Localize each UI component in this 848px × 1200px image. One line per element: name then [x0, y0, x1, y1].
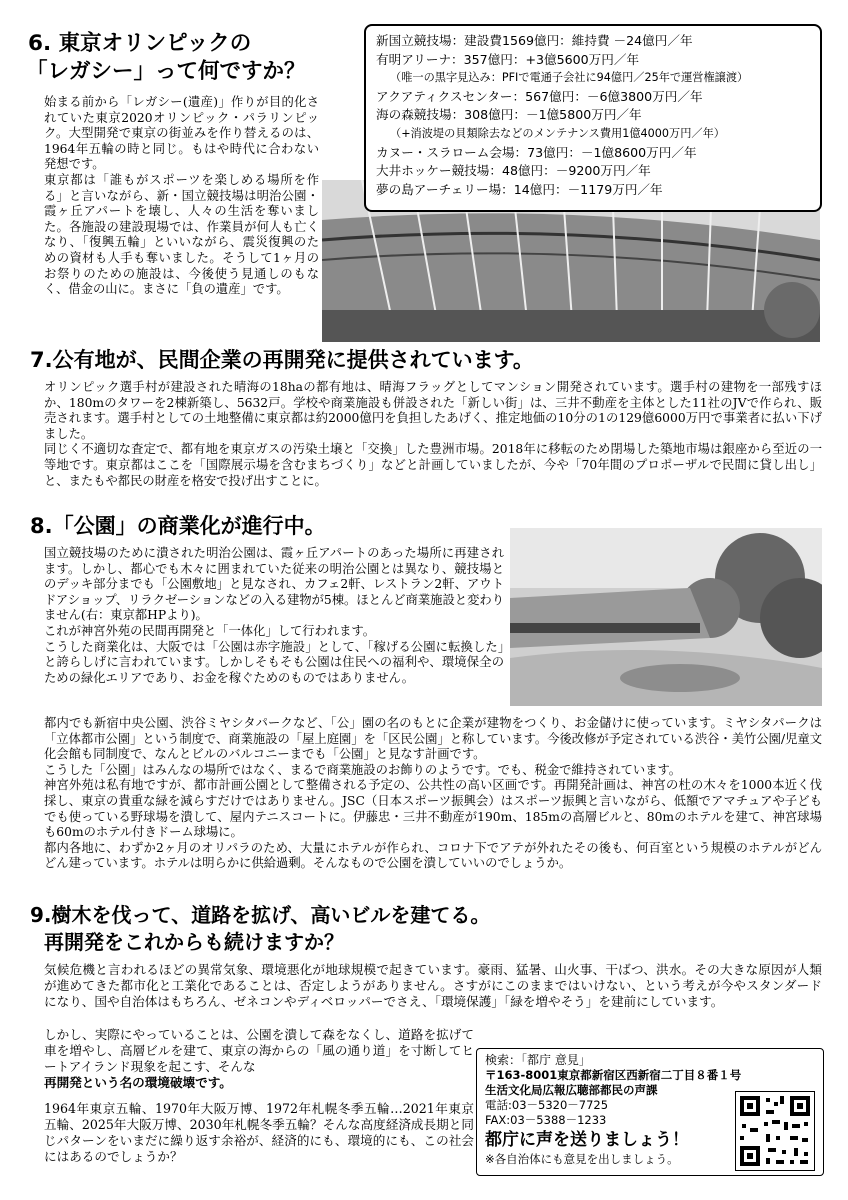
- s9-paragraph: 気候危機と言われるほどの異常気象、環境悪化が地球規模で起きています。豪雨、猛暑、山火事、干ばつ、洪水。その大きな原因が人類が進めてきた都市化と工業化であることは、否定しようがありません。さすがにこのままではいけない、という考えが今やスタンダードになり、国や自治体はもちろん、ゼネコンやディベロッパーでさえ、「環境保護」「緑を増やそう」を建前にしています。: [44, 962, 822, 1009]
- s8-paragraph: 国立競技場のために潰された明治公園は、霞ヶ丘アパートのあった場所に再建されます。しかし、都心でも木々に囲まれていた従来の明治公園とは異なり、競技場とのデッキ部分までも「公園敷地」と見なされ、カフェ2軒、レストラン2軒、アウトドアショップ、リラクゼーションなどの入る建物が5棟。ほとんど商業施設と変わりません(右：東京都HPより)。: [44, 546, 504, 623]
- cost-note: （唯一の黒字見込み：PFIで電通子会社に94億円／25年で運営権譲渡）: [390, 71, 749, 85]
- s9-body: [44, 962, 822, 1010]
- s9-paragraph-bold: 再開発という名の環境破壊です。: [44, 1075, 232, 1090]
- s7-body: [44, 380, 822, 489]
- venue-cost-list: [364, 24, 822, 212]
- meiji-park-rendering: [510, 528, 822, 706]
- cost-line: 大井ホッケー競技場：48億円：－9200万円／年: [376, 163, 651, 179]
- s8-paragraph: こうした商業化は、大阪では「公園は赤字施設」として、「稼げる公園に転換した」と誇らしげに言われています。しかしそもそも公園は住民への福利や、環境保全のための緑化エリアであり、お金を稼ぐためのものではありません。: [44, 639, 504, 685]
- s6-body: [44, 95, 319, 298]
- cost-line: 夢の島アーチェリー場：14億円：－1179万円／年: [376, 181, 663, 197]
- contact-address: 〒163-8001東京都新宿区西新宿二丁目８番１号: [485, 1068, 742, 1082]
- s8-paragraph: これが神宮外苑の民間再開発と「一体化」して行われます。: [44, 623, 376, 638]
- s6-paragraph: 東京都は「誰もがスポーツを楽しめる場所を作る」と言いながら、新・国立競技場は明治公園・霞ヶ丘アパートを壊し、人々の生活を奪いました。各施設の建設現場では、作業員が何人も亡くなり、「復興五輪」といいながら、震災復興のための資材も人手も奪いました。そうして1ヶ月のお祭りのための施設は、今後使う見通しのもなく、借金の山に。まさに「負の遺産」です。: [44, 172, 319, 297]
- s7-paragraph: オリンピック選手村が建設された晴海の18haの都有地は、晴海フラッグとしてマンション開発されています。選手村の建物を一部残すほか、180mのタワーを2棟新築し、5632戸。学校や商業施設も併設された「新しい街」は、三井不動産を主体とした11社のJVで作られ、販売されます。選手村としての土地整備に東京都は約2000億円を負担したあげく、推定地価の10分の1の129億6000万円で事業者に払い下げました。: [44, 380, 822, 441]
- s8-paragraph: こうした「公園」はみんなの場所ではなく、まるで商業施設のお飾りのようです。でも、税金で維持されています。: [44, 762, 682, 777]
- s8-title: 8.「公園」の商業化が進行中。: [30, 514, 326, 538]
- s6-title-line2: 「レガシー」って何ですか？: [26, 59, 306, 84]
- cost-line: アクアティクスセンター：567億円：－6億3800万円／年: [376, 88, 703, 104]
- contact-dept: 生活文化局広報広聴部都民の声課: [485, 1083, 658, 1097]
- s8-paragraph: 神宮外苑は私有地ですが、都市計画公園として整備される予定の、公共性の高い区画です。再開発計画は、神宮の杜の木々を1000本近く伐採し、東京の貴重な緑を減らすだけではありません。JSC（日本スポーツ振興会）はスポーツ振興と言いながら、低額でアマチュアや子どもでも使っている野球場を潰して、屋内テニスコートに。伊藤忠・三井不動産が190m、185mの高層ビルと、80mのホテルを建て、神宮球場も60mのホテル付きドーム球場に。: [44, 778, 822, 840]
- contact-tel: 電話:03－5320－7725: [485, 1098, 609, 1112]
- s9-paragraph: しかし、実際にやっていることは、公園を潰して森をなくし、道路を拡げて車を増やし、高層ビルを建て、東京の海からの「風の通り道」を寸断してヒートアイランド現象を起こす、そんな: [44, 1027, 474, 1074]
- contact-fax: FAX:03－5388－1233: [485, 1113, 607, 1127]
- cost-line: 海の森競技場：308億円：－1億5800万円／年: [376, 107, 642, 123]
- s7-paragraph: 同じく不適切な査定で、都有地を東京ガスの汚染土壌と「交換」した豊洲市場。2018年に移転のため閉場した築地市場は銀座から至近の一等地です。東京都はここを「国際展示場を含むまちづくり」などと計画していましたが、今や「70年間のプロポーザルで民間に貸し出し」と、またもや都民の財産を格安で投げ出すことに。: [44, 442, 822, 488]
- s9-body-left: [44, 1027, 474, 1165]
- s9-paragraph: 1964年東京五輪、1970年大阪万博、1972年札幌冬季五輪…2021年東京五輪、2025年大阪万博、2030年札幌冬季五輪？そんな高度経済成長期と同じパターンをいまだに繰り返す余裕が、経済的にも、環境的にも、この社会にはあるのでしょうか？: [44, 1101, 474, 1164]
- contact-note: ※各自治体にも意見を出しましょう。: [485, 1152, 679, 1166]
- park-illustration: [510, 528, 822, 706]
- s9-title-line2: 再開発をこれからも続けますか？: [44, 930, 344, 954]
- s8-body-left: [44, 546, 504, 686]
- s7-title: 7.公有地が、民間企業の再開発に提供されています。: [30, 348, 534, 372]
- cost-line: 有明アリーナ：357億円：+3億5600万円／年: [376, 51, 640, 67]
- cost-note: （+消波堤の貝類除去などのメンテナンス費用1億4000万円／年）: [390, 126, 725, 140]
- s8-paragraph: 都内でも新宿中央公園、渋谷ミヤシタパークなど、「公」園の名のもとに企業が建物をつくり、お金儲けに使っています。ミヤシタパークは「立体都市公園」という制度で、商業施設の「屋上庭園」を「区民公園」と称しています。今後改修が予定されている渋谷・美竹公園/児童文化会館も同制度で、なんとビルのバルコニーまでも「公園」と見なす計画です。: [44, 716, 822, 762]
- contact-cta: 都庁に声を送りましょう！: [485, 1130, 689, 1150]
- contact-search: 検索：「都庁 意見」: [485, 1053, 591, 1067]
- contact-box: [476, 1048, 824, 1176]
- cost-line: 新国立競技場：建設費1569億円：維持費 －24億円／年: [376, 33, 693, 48]
- s8-body-full: [44, 716, 822, 872]
- s6-title-line1: 6. 東京オリンピックの: [28, 31, 252, 56]
- qr-code[interactable]: [735, 1091, 815, 1171]
- s9-title-line1: 9.樹木を伐って、道路を拡げ、高いビルを建てる。: [30, 903, 491, 927]
- qr-code-pattern: [736, 1092, 814, 1170]
- cost-line: カヌー・スラローム会場：73億円：－1億8600万円／年: [376, 144, 697, 160]
- s8-paragraph: 都内各地に、わずか2ヶ月のオリパラのため、大量にホテルが作られ、コロナ下でアテが外れたその後も、何百室という規模のホテルがどんどん建っています。ホテルは明らかに供給過剰。そんなもので公園を潰していいのでしょうか。: [44, 840, 822, 871]
- s6-paragraph: 始まる前から「レガシー(遺産)」作りが目的化されていた東京2020オリンピック・パラリンピック。大型開発で東京の街並みを作り替えるのは、1964年五輪の時と同じ。もはや時代に合わない発想です。: [44, 95, 319, 172]
